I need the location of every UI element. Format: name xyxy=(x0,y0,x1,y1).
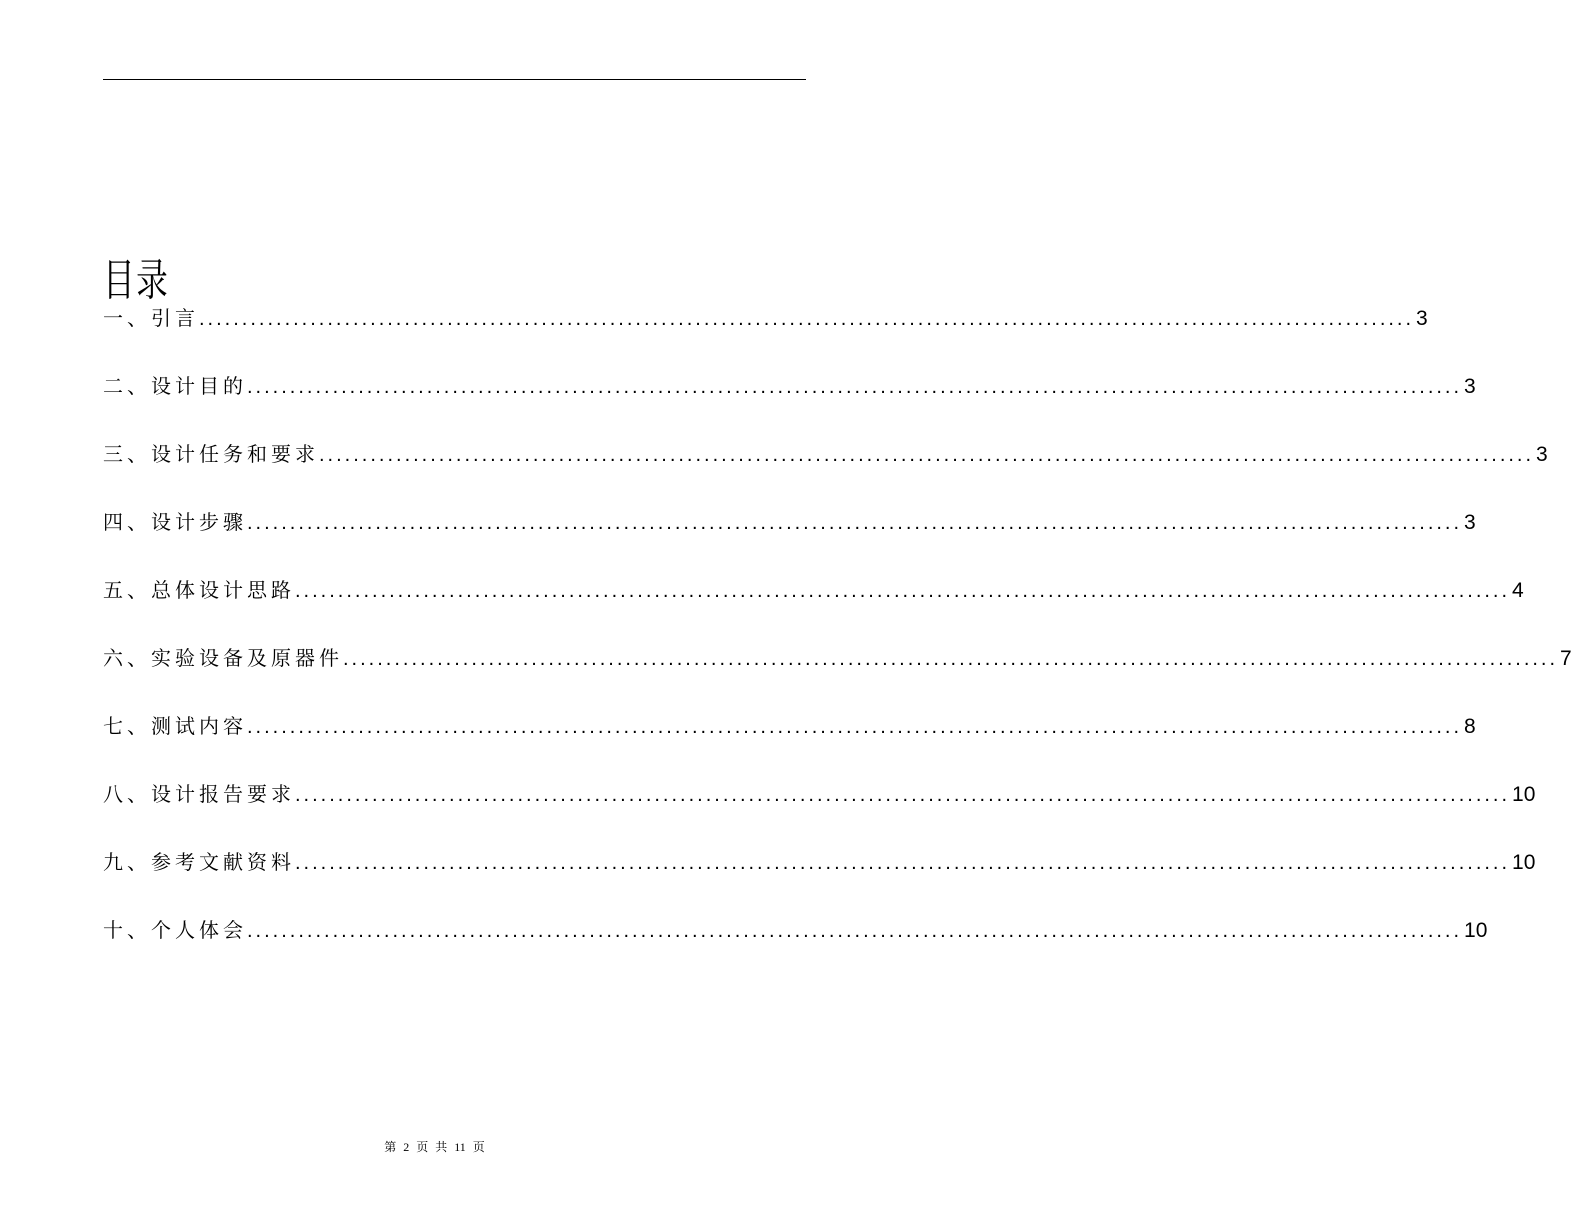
toc-entry-page: 3 xyxy=(1464,511,1476,534)
toc-entry-page: 3 xyxy=(1416,307,1428,330)
toc-entry[interactable] xyxy=(103,436,1548,504)
toc-entry-page: 8 xyxy=(1464,715,1476,738)
toc-entry-label: 六、实验设备及原器件 xyxy=(103,646,343,670)
toc-entry-page: 10 xyxy=(1464,919,1488,942)
toc-list xyxy=(103,300,1572,980)
toc-leader-dots: .............................................................................................................................................. xyxy=(247,512,1463,534)
toc-leader-dots: .............................................................................................................................................. xyxy=(295,580,1511,602)
toc-entry-page: 10 xyxy=(1512,783,1536,806)
toc-entry[interactable] xyxy=(103,776,1536,844)
toc-entry-label: 四、设计步骤 xyxy=(103,510,247,534)
toc-entry[interactable] xyxy=(103,368,1476,436)
toc-entry-label: 七、测试内容 xyxy=(103,714,247,738)
toc-entry-page: 3 xyxy=(1464,375,1476,398)
toc-entry[interactable] xyxy=(103,504,1476,572)
toc-entry-page: 7 xyxy=(1560,647,1572,670)
page-footer: 第 2 页 共 11 页 xyxy=(384,1140,485,1154)
toc-entry-page: 3 xyxy=(1536,443,1548,466)
toc-leader-dots: .............................................................................................................................................. xyxy=(247,716,1463,738)
toc-leader-dots: .............................................................................................................................................. xyxy=(247,920,1463,942)
toc-entry-label: 一、引言 xyxy=(103,306,199,330)
toc-entry-label: 十、个人体会 xyxy=(103,918,247,942)
toc-entry-label: 九、参考文献资料 xyxy=(103,850,295,874)
toc-leader-dots: .............................................................................................................................................. xyxy=(343,648,1559,670)
toc-title: 目录 xyxy=(103,255,170,307)
toc-entry[interactable] xyxy=(103,572,1524,640)
toc-entry[interactable] xyxy=(103,912,1488,980)
toc-entry-label: 五、总体设计思路 xyxy=(103,578,295,602)
toc-leader-dots: .............................................................................................................................................. xyxy=(295,784,1511,806)
toc-entry-page: 10 xyxy=(1512,851,1536,874)
toc-entry-label: 八、设计报告要求 xyxy=(103,782,295,806)
toc-entry-label: 二、设计目的 xyxy=(103,374,247,398)
toc-entry-label: 三、设计任务和要求 xyxy=(103,442,319,466)
toc-leader-dots: .............................................................................................................................................. xyxy=(295,852,1511,874)
header-rule xyxy=(103,79,806,80)
toc-leader-dots: .............................................................................................................................................. xyxy=(199,308,1415,330)
toc-entry-page: 4 xyxy=(1512,579,1524,602)
toc-leader-dots: .............................................................................................................................................. xyxy=(247,376,1463,398)
toc-entry[interactable] xyxy=(103,708,1476,776)
toc-entry[interactable] xyxy=(103,300,1428,368)
toc-entry[interactable] xyxy=(103,640,1572,708)
toc-leader-dots: .............................................................................................................................................. xyxy=(319,444,1535,466)
toc-entry[interactable] xyxy=(103,844,1536,912)
